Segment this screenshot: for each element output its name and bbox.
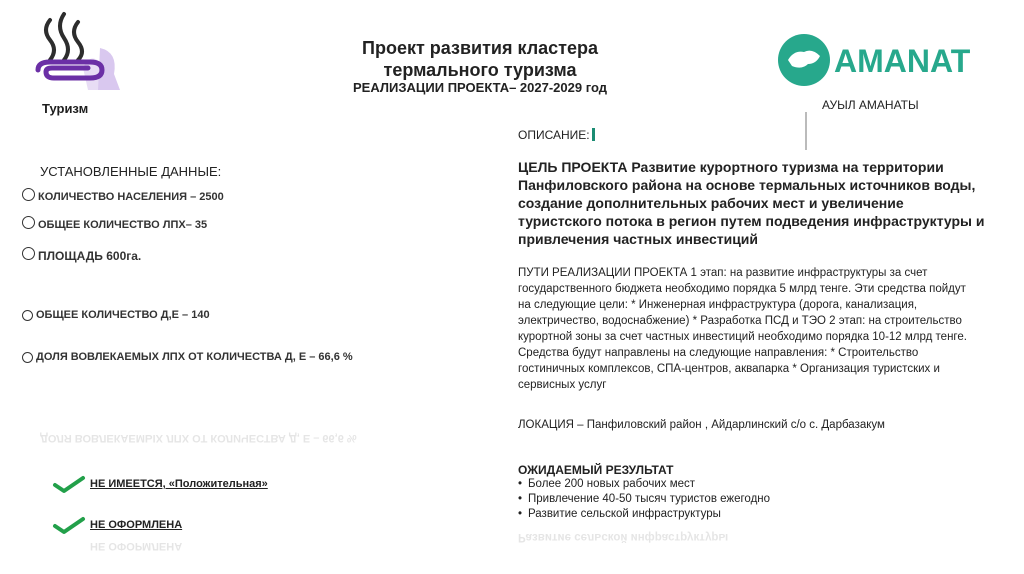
thermal-spring-icon bbox=[28, 8, 128, 98]
checkmark-icon bbox=[52, 515, 86, 535]
circle-bullet-icon bbox=[22, 352, 33, 363]
result-item-reflection: Развитие сельской инфраструктуры bbox=[518, 531, 729, 543]
logo-caption: Туризм bbox=[42, 101, 89, 116]
check-label-2-reflection: НЕ ОФОРМЛЕНА bbox=[90, 540, 183, 552]
check-label-2: НЕ ОФОРМЛЕНА bbox=[90, 519, 183, 531]
page-title: Проект развития кластера bbox=[362, 38, 598, 58]
stat-share: ДОЛЯ ВОВЛЕКАЕМЫХ ЛПХ ОТ КОЛИЧЕСТВА Д, Е – 66,6 % bbox=[22, 351, 353, 363]
check-row-1 bbox=[52, 474, 268, 494]
page-subtitle: РЕАЛИЗАЦИИ ПРОЕКТА– 2027-2029 год bbox=[353, 80, 607, 95]
implementation-ways: ПУТИ РЕАЛИЗАЦИИ ПРОЕКТА 1 этап: на развитие инфраструктуры за счет государственного бюджета необходимо порядка 5 млрд тенге. Эти средства пойдут на следующие цели: * Инженерная инфраструктура (дорога, канализация, электричество, водоснабжение) * Разработка ПСД и ТЭО 2 этап: на строительство курортной зоны за счет частных инвестиций необходимо порядка 10-12 млрд тенге. Средства будут направлены на следующие направления: * Строительство гостиничных комплексов, СПА-центров, аквапарка * Организация туристских и сервисных услуг bbox=[518, 267, 967, 391]
list-item: • Более 200 новых рабочих мест bbox=[518, 477, 770, 492]
circle-bullet-icon bbox=[22, 188, 35, 201]
expected-result-heading: ОЖИДАЕМЫЙ РЕЗУЛЬТАТ bbox=[518, 463, 674, 477]
divider bbox=[805, 112, 807, 150]
project-goal: ЦЕЛЬ ПРОЕКТА Развитие курортного туризма на территории Панфиловского района на основе термальных источников воды, создание дополнительных рабочих мест и увеличение туристского потока в регион путем подведения инфраструктуры и привлечения частных инвестиций bbox=[518, 159, 985, 247]
amanat-emblem-icon bbox=[776, 30, 976, 90]
list-item: • Привлечение 40-50 тысяч туристов ежегодно bbox=[518, 492, 770, 507]
stat-area: ПЛОЩАДЬ 600га. bbox=[22, 249, 141, 263]
checkmark-icon bbox=[52, 474, 86, 494]
page-title-line2: термального туризма bbox=[383, 60, 577, 80]
check-row-2 bbox=[52, 515, 182, 535]
brand-caption: АУЫЛ АМАНАТЫ bbox=[822, 98, 919, 112]
brand-name: AMANAT bbox=[834, 43, 971, 79]
established-data-heading: УСТАНОВЛЕННЫЕ ДАННЫЕ: bbox=[40, 164, 222, 179]
check-label-1: НЕ ИМЕЕТСЯ, «Положительная» bbox=[90, 478, 268, 490]
text-cursor-marker bbox=[592, 128, 595, 141]
circle-bullet-icon bbox=[22, 216, 35, 229]
circle-bullet-icon bbox=[22, 247, 35, 260]
stat-population: КОЛИЧЕСТВО НАСЕЛЕНИЯ – 2500 bbox=[22, 191, 224, 203]
tourism-logo bbox=[28, 8, 128, 98]
stat-households: ОБЩЕЕ КОЛИЧЕСТВО ЛПХ– 35 bbox=[22, 219, 207, 231]
expected-result-list bbox=[504, 477, 770, 522]
stat-yards: ОБЩЕЕ КОЛИЧЕСТВО Д,Е – 140 bbox=[22, 309, 210, 321]
amanat-logo bbox=[776, 30, 976, 90]
description-label: ОПИСАНИЕ: bbox=[518, 128, 595, 142]
project-location: ЛОКАЦИЯ – Панфиловский район , Айдарлинский с/о с. Дарбазакум bbox=[518, 419, 885, 431]
list-item: • Развитие сельской инфраструктуры bbox=[518, 507, 770, 522]
stat-share-reflection: ДОЛЯ ВОВЛЕКАЕМЫХ ЛПХ ОТ КОЛИЧЕСТВА Д, Е – 66,6 % bbox=[40, 432, 357, 444]
circle-bullet-icon bbox=[22, 310, 33, 321]
